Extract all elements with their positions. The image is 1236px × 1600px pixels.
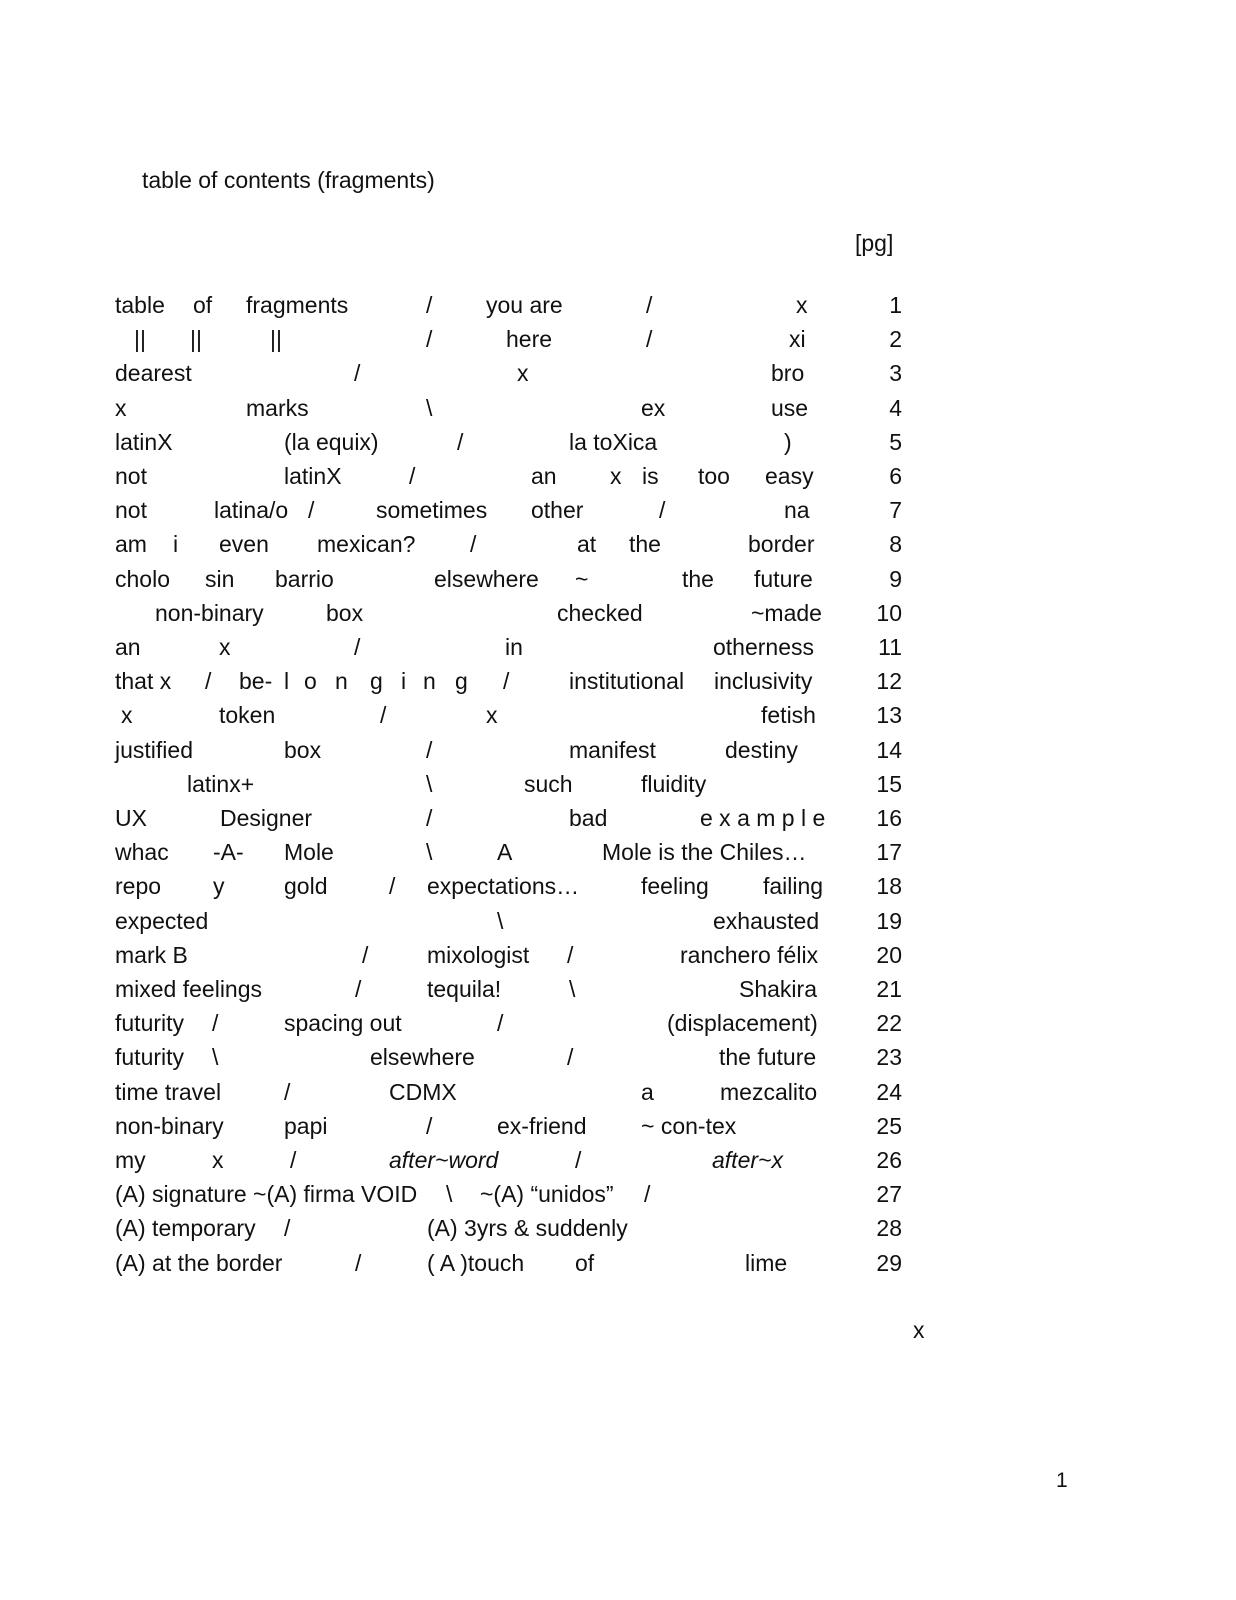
toc-fragment: \ [497,907,504,934]
toc-row [0,598,1236,628]
toc-fragment: papi [284,1112,328,1139]
toc-fragment: / [354,634,361,660]
toc-fragment: (displacement) [667,1010,818,1037]
toc-fragment: non-binary [155,599,264,626]
toc-row [0,837,1236,867]
toc-fragment: expected [115,907,209,934]
toc-fragment: elsewhere [434,565,539,592]
toc-page-number: 13 [876,702,902,729]
toc-row [0,940,1236,970]
toc-fragment: easy [765,463,814,489]
toc-fragment: dearest [115,360,192,387]
toc-fragment: Designer [220,805,313,831]
toc-fragment: / [426,805,433,831]
toc-fragment: / [290,1147,297,1173]
toc-page-number: 14 [876,736,902,763]
toc-page-number: 1 [889,292,902,318]
toc-fragment: n [335,668,348,695]
toc-fragment: failing [763,873,824,900]
toc-page-number: 8 [889,531,902,558]
toc-fragment: (A) temporary [115,1215,256,1242]
toc-fragment: repo [115,873,162,900]
toc-fragment: ranchero félix [680,941,819,968]
toc-fragment: marks [246,394,309,421]
toc-fragment: am [115,531,147,558]
end-mark: x [913,1317,925,1343]
toc-fragment: use [771,394,809,421]
toc-fragment: i [401,668,407,695]
toc-fragment: ) [784,428,792,455]
toc-fragment: not [115,497,147,524]
toc-fragment: x [610,463,622,489]
toc-fragment: e x a m p l e [700,805,826,831]
toc-page-number: 6 [889,463,902,489]
toc-fragment: / [470,531,477,558]
toc-fragment: fragments [246,292,349,318]
toc-fragment: that x [115,668,172,695]
toc-fragment: my [115,1147,146,1173]
toc-fragment: / [212,1010,219,1037]
toc-fragment: elsewhere [370,1044,475,1071]
toc-fragment: the future [719,1044,817,1071]
toc-page-number: 3 [889,360,902,387]
toc-fragment: / [575,1147,582,1173]
toc-row [0,461,1236,491]
toc-fragment: o [304,668,317,695]
toc-fragment: / [354,360,361,387]
toc-fragment: x [796,292,808,318]
toc-row [0,769,1236,799]
toc-fragment: ~ [575,565,589,592]
toc-fragment: / [355,976,362,1002]
toc-fragment: / [457,428,464,455]
page-title: table of contents (fragments) [142,167,435,193]
toc-page-number: 18 [876,873,902,900]
toc-row [0,290,1236,320]
toc-fragment: \ [426,394,433,421]
toc-fragment: ~made [751,599,822,626]
toc-fragment: not [115,463,147,489]
toc-fragment: spacing out [284,1010,402,1037]
toc-fragment: y [213,873,225,900]
toc-fragment: table [115,292,165,318]
toc-fragment: / [308,497,315,524]
toc-fragment: g [370,668,383,695]
toc-fragment: || [134,326,146,353]
toc-fragment: ~ con-tex [641,1112,737,1139]
toc-fragment: ~(A) “unidos” [480,1181,614,1208]
toc-fragment: be- [239,668,273,695]
toc-fragment: x [121,702,133,729]
toc-fragment: / [426,736,433,763]
toc-fragment: tequila! [427,976,502,1002]
toc-fragment: sin [205,565,235,592]
toc-fragment: such [524,770,573,797]
toc-fragment: / [497,1010,504,1037]
toc-fragment: institutional [569,668,685,695]
toc-fragment: the [682,565,714,592]
toc-page-number: 10 [876,599,902,626]
toc-page-number: 22 [876,1010,902,1037]
toc-fragment: (A) signature ~(A) firma VOID [115,1181,418,1208]
toc-fragment: \ [212,1044,219,1071]
toc-fragment: l [284,668,290,695]
toc-row [0,1008,1236,1038]
toc-row [0,393,1236,423]
toc-fragment: too [698,463,730,489]
toc-fragment: mixed feelings [115,976,263,1002]
toc-fragment: an [115,634,141,660]
toc-row [0,1111,1236,1141]
toc-fragment: A [497,839,513,866]
toc-fragment: barrio [275,565,334,592]
toc-fragment: Mole is the Chiles… [602,839,807,866]
toc-page-number: 23 [876,1044,902,1071]
toc-fragment: cholo [115,565,170,592]
toc-fragment: / [355,1249,362,1276]
toc-fragment: whac [115,839,169,866]
toc-page-number: 24 [876,1078,902,1105]
toc-fragment: of [193,292,213,318]
toc-fragment: -A- [213,839,244,866]
toc-fragment: box [284,736,322,763]
toc-fragment: expectations… [427,873,580,900]
page-column-header: [pg] [855,230,894,256]
toc-fragment: / [426,1112,433,1139]
toc-fragment: / [205,668,212,695]
toc-fragment: / [646,326,653,353]
toc-fragment: i [173,531,179,558]
toc-fragment: ex-friend [497,1112,587,1139]
toc-fragment: latinx+ [187,770,255,797]
toc-row [0,427,1236,457]
toc-fragment: futurity [115,1044,185,1071]
toc-row [0,358,1236,388]
toc-row [0,632,1236,662]
toc-row [0,906,1236,936]
toc-page-number: 25 [876,1112,902,1139]
toc-fragment: lime [745,1249,788,1276]
toc-fragment: Mole [284,839,334,866]
toc-fragment: of [575,1249,595,1276]
toc-fragment: / [644,1181,651,1208]
toc-row [0,564,1236,594]
toc-page-number: 29 [876,1249,902,1276]
toc-fragment: / [380,702,387,729]
toc-page-number: 15 [876,770,902,797]
toc-fragment: (A) 3yrs & suddenly [427,1215,628,1242]
toc-fragment: even [219,531,269,558]
toc-fragment: an [531,463,557,489]
toc-fragment: / [389,873,396,900]
toc-fragment: / [646,292,653,318]
toc-fragment: / [284,1078,291,1105]
toc-fragment: ex [641,394,666,421]
toc-fragment: g [455,668,468,695]
toc-fragment: you are [486,292,563,318]
toc-fragment: box [326,599,364,626]
toc-fragment: mezcalito [720,1078,818,1105]
toc-fragment: here [506,326,553,353]
toc-fragment: fluidity [641,770,707,797]
toc-fragment: checked [557,599,643,626]
toc-fragment: latinX [115,428,173,455]
toc-row [0,1042,1236,1072]
toc-fragment: / [426,326,433,353]
toc-row [0,871,1236,901]
toc-fragment: inclusivity [714,668,813,695]
toc-fragment: other [531,497,584,524]
toc-page-number: 5 [889,428,902,455]
toc-fragment: token [219,702,276,729]
toc-fragment: Shakira [739,976,817,1002]
toc-fragment: the [629,531,661,558]
toc-page-number: 12 [876,668,902,695]
toc-page-number: 2 [889,326,902,353]
toc-row [0,666,1236,696]
toc-row [0,1179,1236,1209]
toc-fragment: / [409,463,416,489]
toc-fragment: is [642,463,659,489]
toc-fragment: \ [426,839,433,866]
toc-fragment: (la equix) [284,428,379,455]
toc-fragment: bro [771,360,805,387]
toc-fragment: feeling [641,873,709,900]
toc-page-number: 26 [876,1147,902,1173]
toc-fragment: \ [426,770,433,797]
toc-page-number: 27 [876,1181,902,1208]
toc-fragment: latina/o [214,497,289,524]
toc-page-number: 11 [878,634,902,660]
toc-page-number: 7 [889,497,902,524]
toc-fragment: gold [284,873,328,900]
toc-fragment: at [577,531,597,558]
toc-fragment: na [784,497,810,524]
toc-fragment: / [659,497,666,524]
toc-row [0,974,1236,1004]
toc-page-number: 20 [876,941,902,968]
toc-row [0,495,1236,525]
toc-row [0,1145,1236,1175]
toc-fragment: / [503,668,510,695]
toc-page-number: 16 [876,805,902,831]
toc-row [0,324,1236,354]
toc-fragment: time travel [115,1078,222,1105]
toc-fragment: after~x [712,1147,783,1173]
toc-fragment: / [567,941,574,968]
toc-fragment: justified [115,736,193,763]
toc-fragment: \ [446,1181,453,1208]
toc-fragment: futurity [115,1010,185,1037]
toc-fragment: manifest [569,736,656,763]
toc-fragment: bad [569,805,608,831]
toc-row [0,735,1236,765]
toc-fragment: / [567,1044,574,1071]
toc-fragment: CDMX [389,1078,457,1105]
toc-fragment: future [754,565,813,592]
toc-row [0,803,1236,833]
page-number: 1 [1056,1469,1068,1492]
toc-row [0,1248,1236,1278]
toc-fragment: mexican? [317,531,416,558]
toc-fragment: n [423,668,436,695]
toc-fragment: UX [115,805,147,831]
toc-fragment: in [505,634,523,660]
toc-fragment: after~word [389,1147,499,1173]
toc-fragment: / [362,941,369,968]
toc-fragment: x [115,394,127,421]
toc-row [0,1077,1236,1107]
toc-fragment: otherness [713,634,815,660]
toc-row [0,700,1236,730]
toc-fragment: x [219,634,231,660]
toc-fragment: (A) at the border [115,1249,283,1276]
toc-fragment: la toXica [569,428,658,455]
toc-page-number: 17 [876,839,902,866]
toc-fragment: ( A )touch [427,1249,525,1276]
toc-row [0,529,1236,559]
toc-page-number: 9 [889,565,902,592]
toc-fragment: xi [789,326,806,353]
toc-page-number: 28 [876,1215,902,1242]
toc-fragment: sometimes [376,497,488,524]
toc-fragment: / [284,1215,291,1242]
toc-fragment: x [517,360,529,387]
toc-page-number: 4 [889,394,902,421]
toc-fragment: non-binary [115,1112,224,1139]
toc-fragment: / [426,292,433,318]
toc-fragment: || [190,326,202,353]
toc-fragment: x [486,702,498,729]
toc-fragment: destiny [725,736,798,763]
toc-fragment: exhausted [713,907,820,934]
toc-fragment: x [212,1147,224,1173]
toc-fragment: a [641,1078,654,1105]
toc-fragment: border [748,531,815,558]
toc-fragment: || [270,326,282,353]
toc-fragment: fetish [761,702,816,729]
toc-page-number: 19 [876,907,902,934]
toc-row [0,1213,1236,1243]
toc-fragment: \ [569,976,576,1002]
toc-fragment: mixologist [427,941,530,968]
toc-fragment: mark B [115,941,188,968]
toc-page-number: 21 [876,976,902,1002]
toc-fragment: latinX [284,463,342,489]
